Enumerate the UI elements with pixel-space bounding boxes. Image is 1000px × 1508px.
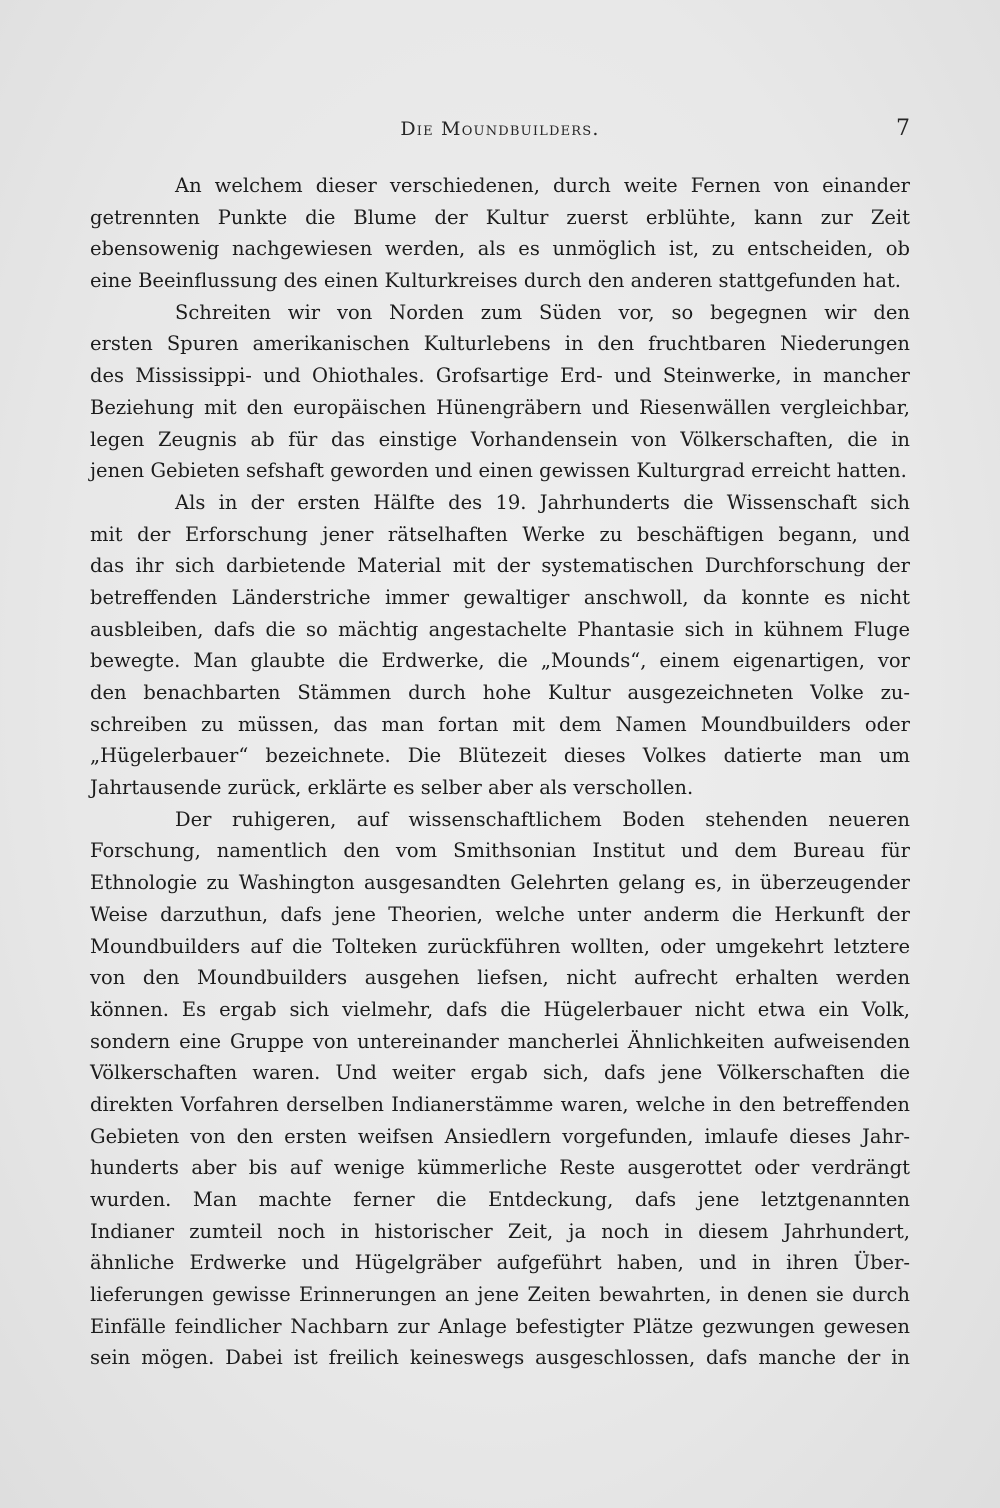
paragraph [90,297,910,487]
text-line: sondern eine Gruppe von untereinander mancherlei Ähnlichkeiten aufweisenden [90,1029,910,1053]
text-line: jenen Gebieten sefshaft geworden und einen gewissen Kulturgrad erreicht hatten. [90,459,907,483]
paragraph [90,804,910,1374]
text-line: Jahrtausende zurück, erklärte es selber aber als verschollen. [90,776,694,800]
text-line: Weise darzuthun, dafs jene Theorien, welche unter anderm die Herkunft der [90,902,910,926]
text-line: Forschung, namentlich den vom Smithsonian Institut und dem Bureau für [90,839,910,863]
text-line: An welchem dieser verschiedenen, durch weite Fernen von einander [175,174,910,197]
text-line: Ethnologie zu Washington ausgesandten Gelehrten gelang es, in überzeugender [90,871,910,895]
text-line: lieferungen gewisse Erinnerungen an jene Zeiten bewahrten, in denen sie durch [90,1283,910,1307]
text-line: hunderts aber bis auf wenige kümmerliche Reste ausgerottet oder verdrängt [90,1156,910,1180]
text-line: getrennten Punkte die Blume der Kultur zuerst erblühte, kann zur Zeit [90,205,910,229]
running-title: Die Moundbuilders. [400,118,600,140]
text-line: wurden. Man machte ferner die Entdeckung, dafs jene letztgenannten [90,1188,910,1211]
text-line: sein mögen. Dabei ist freilich keineswegs ausgeschlossen, dafs manche der in [90,1346,910,1370]
text-line: Einfälle feindlicher Nachbarn zur Anlage befestigter Plätze gezwungen gewesen [90,1314,910,1338]
text-line: Beziehung mit den europäischen Hünengräbern und Riesenwällen vergleichbar, [90,395,910,419]
text-line: Der ruhigeren, auf wissenschaftlichem Boden stehenden neueren [175,807,910,831]
text-line: ähnliche Erdwerke und Hügelgräber aufgeführt haben, und in ihren Über- [90,1251,910,1275]
text-line: direkten Vorfahren derselben Indianerstämme waren, welche in den betreffenden [90,1092,910,1116]
text-line: „Hügelerbauer“ bezeichnete. Die Blütezeit dieses Volkes datierte man um [90,744,910,768]
text-line: betreffenden Länderstriche immer gewaltiger anschwoll, da konnte es nicht [90,585,910,609]
text-line: Völkerschaften waren. Und weiter ergab sich, dafs jene Völkerschaften die [90,1061,910,1085]
text-line: mit der Erforschung jener rätselhaften Werke zu beschäftigen begann, und [90,522,910,546]
paragraph [90,170,910,297]
text-line: des Mississippi- und Ohiothales. Grofsartige Erd- und Steinwerke, in mancher [90,364,910,388]
page-number: 7 [896,116,910,141]
text-line: ausbleiben, dafs die so mächtig angestachelte Phantasie sich in kühnem Fluge [90,617,910,641]
text-line: schreiben zu müssen, das man fortan mit dem Namen Moundbuilders oder [90,712,910,736]
body-text [90,170,910,1374]
text-line: Indianer zumteil noch in historischer Zeit, ja noch in diesem Jahrhundert, [90,1219,910,1243]
running-head [90,118,910,152]
text-line: können. Es ergab sich vielmehr, dafs die Hügelerbauer nicht etwa ein Volk, [90,997,910,1021]
text-line: Gebieten von den ersten weifsen Ansiedlern vorgefunden, imlaufe dieses Jahr- [90,1124,910,1148]
text-line: ersten Spuren amerikanischen Kulturlebens in den fruchtbaren Niederungen [90,332,910,356]
text-line: Als in der ersten Hälfte des 19. Jahrhunderts die Wissenschaft sich [175,490,910,514]
text-line: den benachbarten Stämmen durch hohe Kultur ausgezeichneten Volke zu- [90,681,910,704]
text-line: legen Zeugnis ab für das einstige Vorhandensein von Völkerschaften, die in [90,427,910,451]
paragraph [90,487,910,804]
text-line: Moundbuilders auf die Tolteken zurückführen wollten, oder umgekehrt letztere [90,934,910,958]
text-line: eine Beeinflussung des einen Kulturkreises durch den anderen stattgefunden hat. [90,269,901,293]
text-line: von den Moundbuilders ausgehen liefsen, nicht aufrecht erhalten werden [90,966,910,990]
text-line: ebensowenig nachgewiesen werden, als es unmöglich ist, zu entscheiden, ob [90,237,910,261]
text-line: Schreiten wir von Norden zum Süden vor, so begegnen wir den [175,300,910,324]
text-line: das ihr sich darbietende Material mit der systematischen Durchforschung der [90,554,910,578]
text-line: bewegte. Man glaubte die Erdwerke, die „Mounds“, einem eigenartigen, vor [90,649,910,673]
